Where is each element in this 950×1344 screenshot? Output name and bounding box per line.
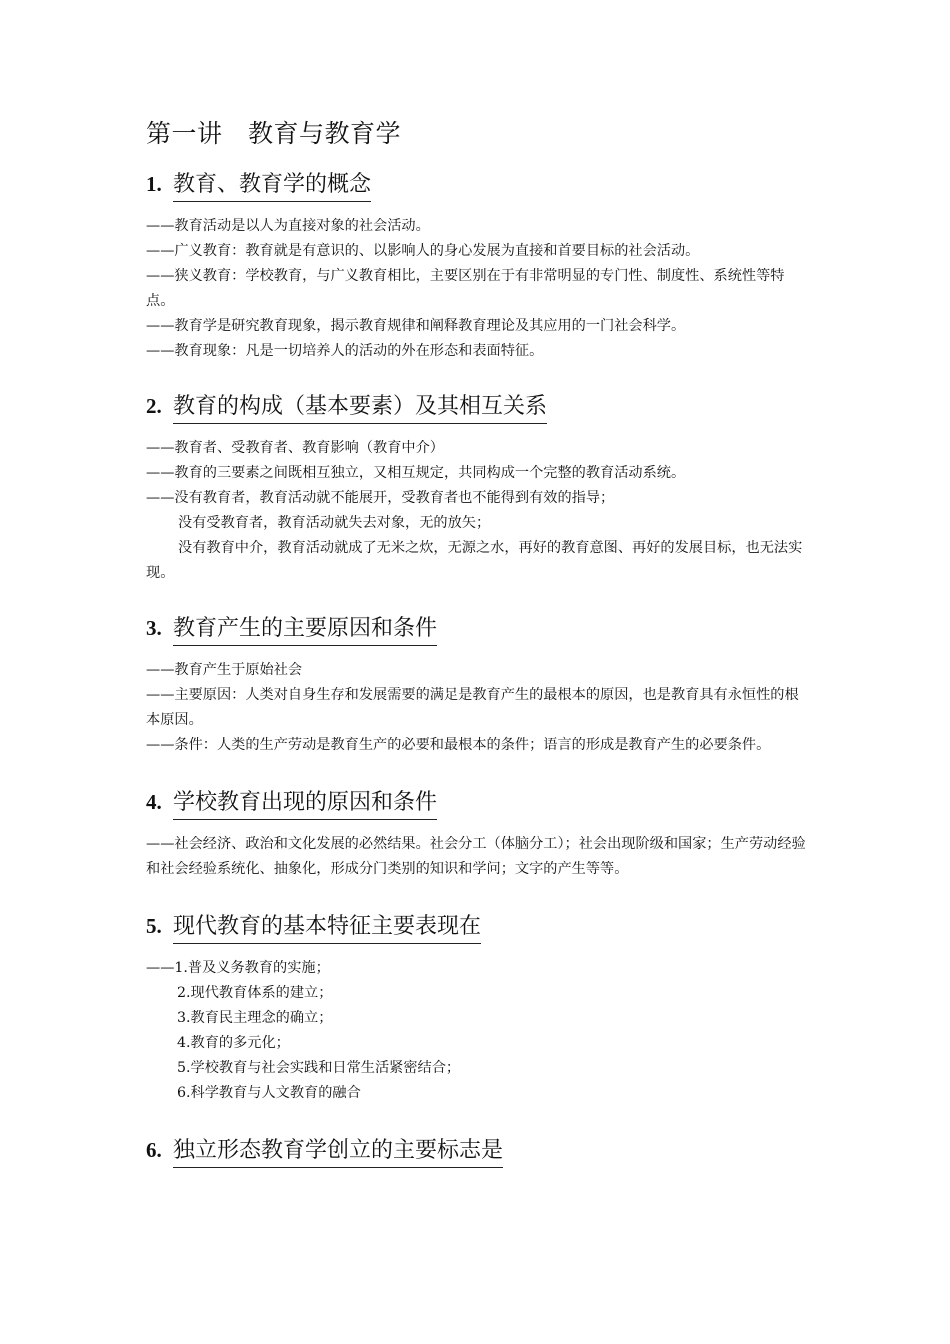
section-title: 现代教育的基本特征主要表现在 bbox=[173, 912, 481, 944]
section-heading bbox=[146, 392, 810, 426]
section-3 bbox=[146, 614, 810, 758]
text-line: ——教育现象：凡是一切培养人的活动的外在形态和表面特征。 bbox=[146, 343, 544, 359]
section-4 bbox=[146, 788, 810, 882]
text-line: ——社会经济、政治和文化发展的必然结果。社会分工（体脑分工）；社会出现阶级和国家；生产劳动经验和社会经验系统化、抽象化，形成分门类别的知识和学问；文字的产生等等。 bbox=[146, 836, 806, 877]
text-line: 没有教育中介，教育活动就成了无米之炊，无源之水，再好的教育意图、再好的发展目标，也无法实现。 bbox=[146, 540, 803, 581]
list-item: 4.教育的多元化； bbox=[177, 1035, 290, 1051]
section-heading bbox=[146, 912, 810, 946]
section-title: 教育、教育学的概念 bbox=[173, 170, 371, 202]
text-line: ——没有教育者，教育活动就不能展开，受教育者也不能得到有效的指导； bbox=[146, 490, 615, 506]
document-page bbox=[146, 118, 810, 1180]
section-title: 独立形态教育学创立的主要标志是 bbox=[173, 1136, 503, 1168]
section-number: 5. bbox=[146, 914, 162, 938]
text-line: ——教育者、受教育者、教育影响（教育中介） bbox=[146, 440, 444, 456]
section-body bbox=[146, 436, 810, 586]
section-body bbox=[146, 214, 810, 364]
section-number: 3. bbox=[146, 616, 162, 640]
section-body bbox=[146, 956, 810, 1106]
lecture-title: 第一讲 教育与教育学 bbox=[146, 119, 402, 148]
section-6 bbox=[146, 1136, 810, 1170]
section-2 bbox=[146, 392, 810, 586]
list-item: 2.现代教育体系的建立； bbox=[177, 985, 333, 1001]
section-title: 教育的构成（基本要素）及其相互关系 bbox=[173, 392, 547, 424]
text-line: ——主要原因：人类对自身生存和发展需要的满足是教育产生的最根本的原因，也是教育具有永恒性的根本原因。 bbox=[146, 687, 799, 728]
text-line: ——教育的三要素之间既相互独立，又相互规定，共同构成一个完整的教育活动系统。 bbox=[146, 465, 686, 481]
section-number: 1. bbox=[146, 172, 162, 196]
text-line: ——教育产生于原始社会 bbox=[146, 662, 303, 678]
section-heading bbox=[146, 614, 810, 648]
section-heading bbox=[146, 170, 810, 204]
list-item: 3.教育民主理念的确立； bbox=[177, 1010, 333, 1026]
section-number: 4. bbox=[146, 790, 162, 814]
section-1 bbox=[146, 170, 810, 364]
text-line: ——条件：人类的生产劳动是教育生产的必要和最根本的条件；语言的形成是教育产生的必要条件。 bbox=[146, 737, 771, 753]
section-title: 学校教育出现的原因和条件 bbox=[173, 788, 437, 820]
section-title: 教育产生的主要原因和条件 bbox=[173, 614, 437, 646]
text-line: ——教育学是研究教育现象，揭示教育规律和阐释教育理论及其应用的一门社会科学。 bbox=[146, 318, 686, 334]
section-heading bbox=[146, 1136, 810, 1170]
text-line: ——教育活动是以人为直接对象的社会活动。 bbox=[146, 218, 430, 234]
section-body bbox=[146, 658, 810, 758]
section-number: 6. bbox=[146, 1138, 162, 1162]
section-5 bbox=[146, 912, 810, 1106]
text-line: ——狭义教育：学校教育，与广义教育相比，主要区别在于有非常明显的专门性、制度性、系统性等特点。 bbox=[146, 268, 785, 309]
section-body bbox=[146, 832, 810, 882]
text-line: 没有受教育者，教育活动就失去对象，无的放矢； bbox=[178, 515, 491, 531]
list-item: 6.科学教育与人文教育的融合 bbox=[177, 1085, 361, 1101]
section-heading bbox=[146, 788, 810, 822]
text-line: ——广义教育：教育就是有意识的、以影响人的身心发展为直接和首要目标的社会活动。 bbox=[146, 243, 700, 259]
list-item: ——1.普及义务教育的实施； bbox=[146, 960, 330, 976]
list-item: 5.学校教育与社会实践和日常生活紧密结合； bbox=[177, 1060, 461, 1076]
section-number: 2. bbox=[146, 394, 162, 418]
